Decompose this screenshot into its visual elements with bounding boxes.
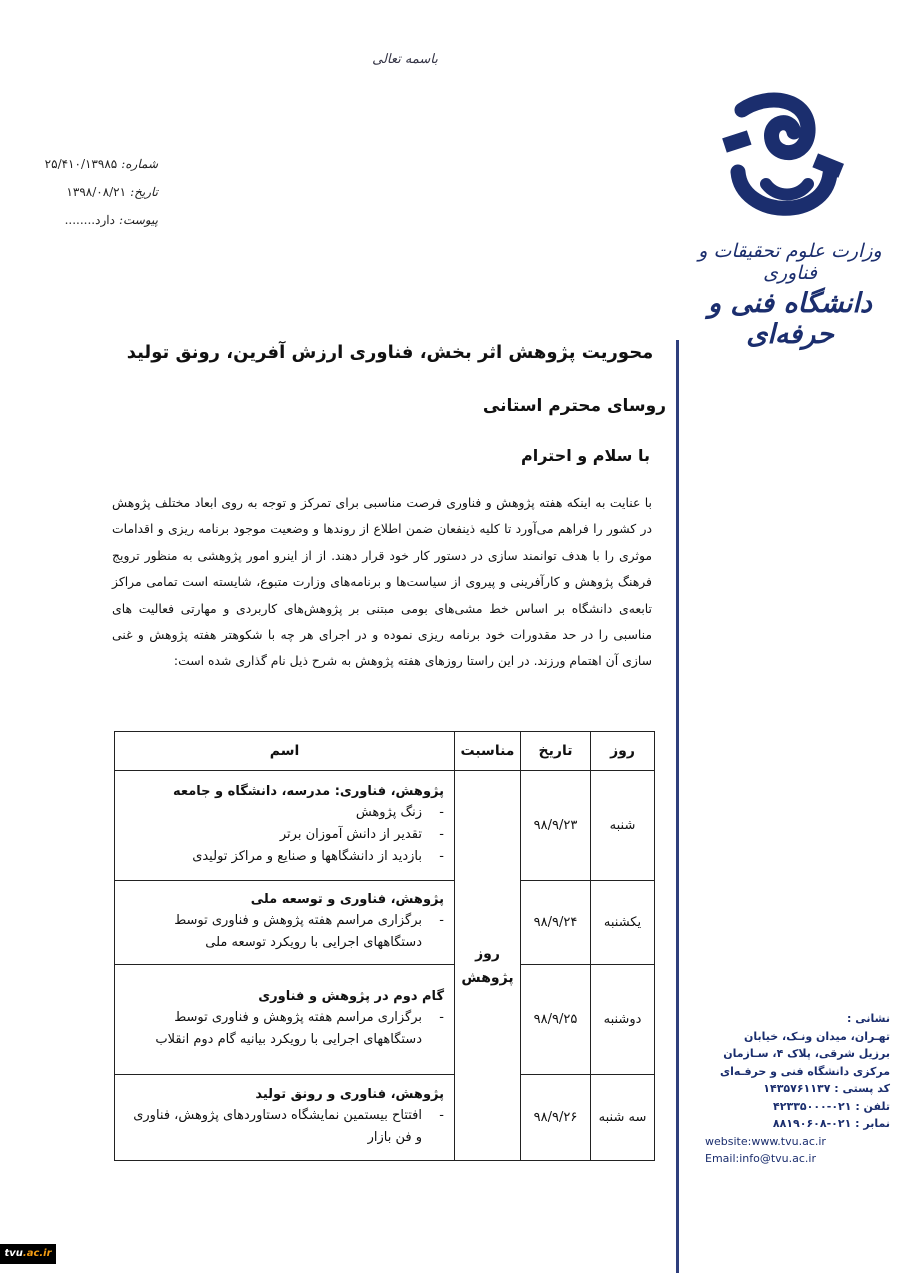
source-badge [0,1244,56,1264]
ministry-name: وزارت علوم تحقیقات و فناوری [698,240,882,284]
invocation-text: باسمه تعالی [372,52,438,67]
badge-suffix: .ac.ir [22,1248,52,1259]
university-name: دانشگاه فنی و حرفه‌ای [708,288,872,350]
university-logo-icon [720,92,850,232]
row-title: پژوهش، فناوری و رونق تولید [255,1086,444,1102]
research-week-table [114,731,655,1161]
occasion-cell [455,771,521,1161]
row-title: پژوهش، فناوری و توسعه ملی [250,891,444,907]
row-date: ۹۸/۹/۲۵ [521,965,591,1075]
row-name [115,965,455,1075]
list-item: - زنگ پژوهش [355,804,444,820]
address-line: تهـران، میدان ونـک، خیابان [743,1029,890,1043]
letter-attachment-label: پیوست: [118,213,158,227]
list-item: - تقدیر از دانش آموزان برتر [279,826,444,842]
table-row [115,1075,655,1161]
letter-recipient: روسای محترم استانی [482,396,666,416]
letter-body: با عنایت به اینکه هفته پژوهش و فناوری فرصت مناسبی برای تمرکز و توجه به روی ابعاد مختلف پژوهش در کشور را فراهم می‌آورد تا کلیه ذینفعان ضمن اطلاع از روندها و وضعیت موجود برنامه ریزی و اقدامات موثری را با هدف توانمند سازی در دستور کار خود قرار دهند. از از اینرو امور پژوهشی به منظور ترویج فرهنگ پژوهش و کارآفرینی و پیروی از سیاست‌ها و برنامه‌های وزارت متبوع، شایسته است تمامی مراکز تابعه‌ی دانشگاه بر اساس خط مشی‌های بومی مبتنی بر پژوهش‌های کاربردی و مهارتی فعالیت های مناسبی را در حد مقدورات خود برنامه ریزی نموده و در اجرای هر چه با شکوهتر هفته پژوهش و غنی سازی آن اهتمام ورزند. در این راستا روزهای هفته پژوهش به شرح ذیل نام گذاری شده است: [112,495,652,669]
table-row [115,881,655,965]
email-link[interactable]: Email:info@tvu.ac.ir [705,1152,817,1165]
row-date: ۹۸/۹/۲۶ [521,1075,591,1161]
column-header-name: اسم [115,732,455,771]
row-date: ۹۸/۹/۲۴ [521,881,591,965]
row-day: شنبه [591,771,655,881]
row-day: دوشنبه [591,965,655,1075]
table-row [115,771,655,881]
row-title: گام دوم در پژوهش و فناوری [258,988,444,1004]
row-title: پژوهش، فناوری: مدرسه، دانشگاه و جامعه [173,783,444,799]
address-block [705,1010,890,1168]
letter-heading: محوریت پژوهش اثر بخش، فناوری ارزش آفرین، رونق تولید [126,342,654,363]
list-item: - بازدید از دانشگاهها و صنایع و مراکز تولیدی [192,848,444,864]
list-item: - برگزاری مراسم هفته پژوهش و فناوری توسط دستگاههای اجرایی با رویکرد بیانیه گام دوم انقلاب [155,1009,444,1047]
row-date: ۹۸/۹/۲۳ [521,771,591,881]
address-label: نشانی : [847,1012,890,1025]
fax-number: نمابر : ۰۲۱-۸۸۱۹۰۶۰۸ [772,1117,890,1130]
badge-prefix: tvu [4,1248,23,1259]
address-line: مرکزی دانشگاه فنی و حرفـه‌ای [720,1064,890,1078]
website-link[interactable]: website:www.tvu.ac.ir [705,1134,826,1148]
list-item: - برگزاری مراسم هفته پژوهش و فناوری توسط دستگاههای اجرایی با رویکرد توسعه ملی [174,912,444,950]
postal-code: کد پستی : ۱۴۳۵۷۶۱۱۳۷ [763,1082,890,1095]
row-name [115,771,455,881]
phone-number: تلفن : ۰۲۱-۴۲۳۳۵۰۰۰ [773,1099,890,1113]
letter-number-label: شماره: [121,157,158,171]
table-header-row [115,732,655,771]
letter-date [28,178,158,206]
letterhead-title [690,240,890,350]
reference-block [28,150,158,234]
letter-number [28,150,158,178]
column-header-day: روز [591,732,655,771]
letter-number-value: ۲۵/۴۱۰/۱۳۹۸۵ [44,157,118,171]
list-item: - افتتاح بیستمین نمایشگاه دستاوردهای پژوهش، فناوری و فن بازار [133,1107,444,1145]
row-name [115,1075,455,1161]
row-day: سه شنبه [591,1075,655,1161]
letter-attachment [28,206,158,234]
table-row [115,965,655,1075]
letterhead-divider [676,340,679,1273]
letter-date-label: تاریخ: [130,185,158,199]
row-name [115,881,455,965]
address-line: برزیل شرقی، پلاک ۴، سـازمان [723,1047,890,1060]
letter-date-value: ۱۳۹۸/۰۸/۲۱ [66,185,127,199]
letter-attachment-value: دارد........ [64,213,115,227]
occasion-text: روز پژوهش [461,945,514,986]
column-header-occasion: مناسبت [455,732,521,771]
letter-greeting: با سلام و احترام [521,446,650,465]
row-day: یکشنبه [591,881,655,965]
column-header-date: تاریخ [521,732,591,771]
